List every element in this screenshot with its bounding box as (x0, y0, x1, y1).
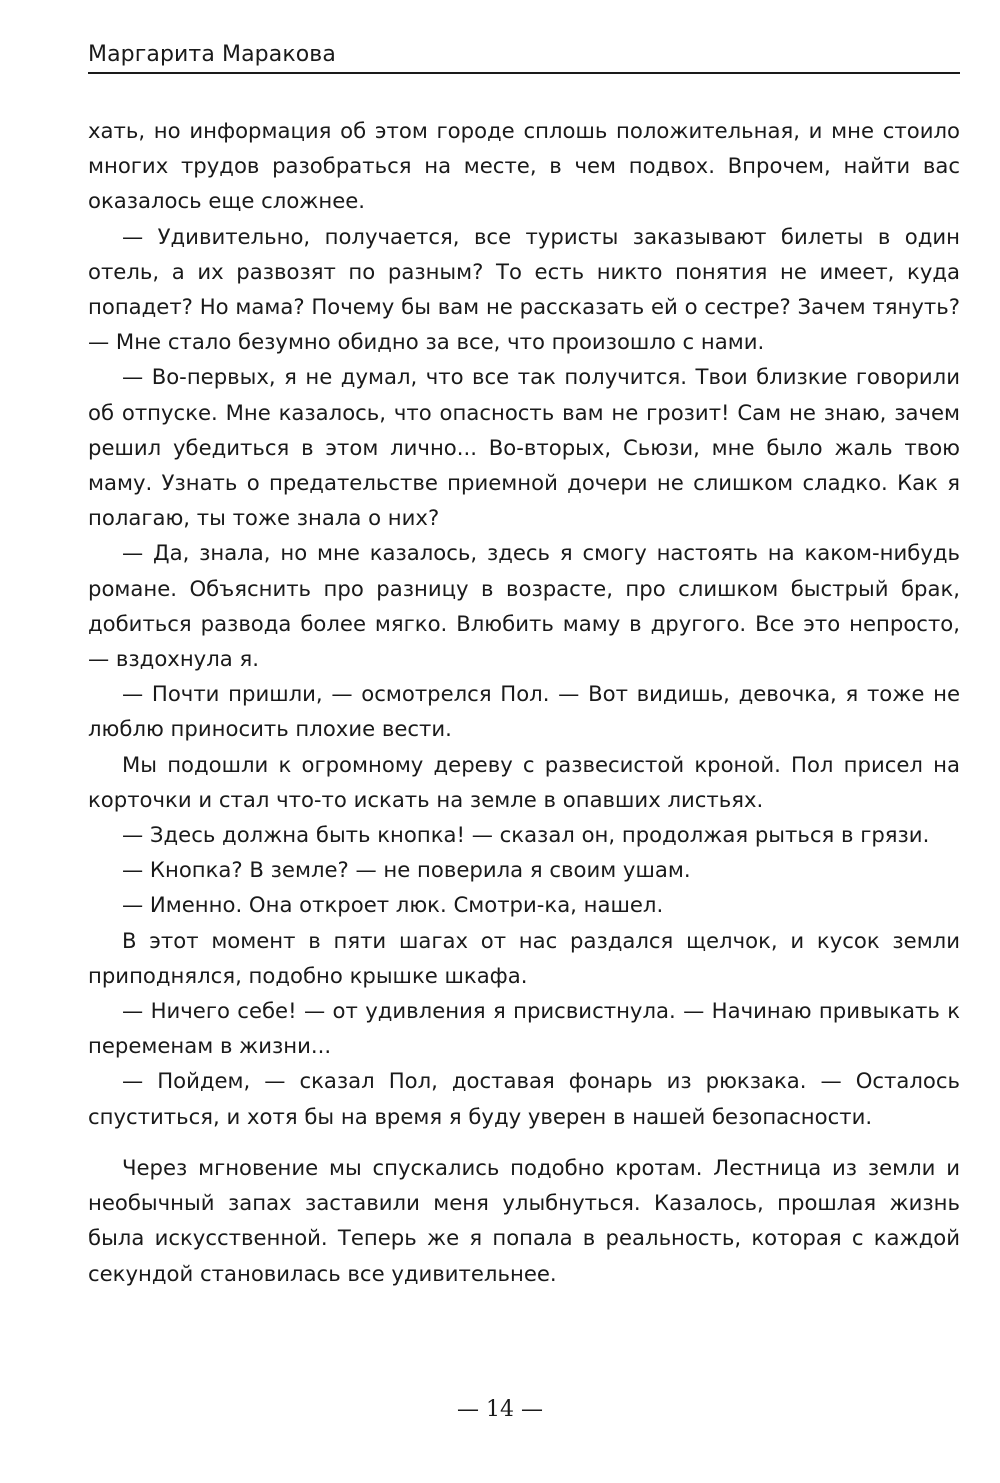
paragraph-dialogue: — Пойдем, — сказал Пол, доставая фонарь из рюкзака. — Осталось спуститься, и хотя бы на время я буду уверен в нашей безопасности. (88, 1068, 960, 1129)
paragraph-dialogue: — Ничего себе! — от удивления я присвистнула. — Начинаю привыкать к переменам в жизни... (88, 998, 960, 1059)
paragraph-narration: В этот момент в пяти шагах от нас раздался щелчок, и кусок земли приподнялся, подобно крышке шкафа. (88, 927, 960, 988)
running-head (88, 42, 960, 74)
paragraph-dialogue: — Здесь должна быть кнопка! — сказал он, продолжая рыться в грязи. (122, 822, 930, 848)
paragraph-dialogue: — Удивительно, получается, все туристы заказывают билеты в один отель, а их развозят по разным? То есть никто понятия не имеет, куда попадет? Но мама? Почему бы вам не рассказать ей о сестре? Зачем тянуть? — Мне стало безумно обидно за все, что произошло с нами. (88, 223, 960, 355)
paragraph-dialogue: — Кнопка? В земле? — не поверила я своим ушам. (122, 857, 691, 883)
paragraph-dialogue: — Да, знала, но мне казалось, здесь я смогу настоять на каком-нибудь романе. Объяснить про разницу в возрасте, про слишком быстрый брак, добиться развода более мягко. Влюбить маму в другого. Все это непросто, — вздохнула я. (88, 540, 960, 672)
paragraph-dialogue: — Именно. Она откроет люк. Смотри-ка, нашел. (122, 892, 664, 918)
paragraph-dialogue: — Почти пришли, — осмотрелся Пол. — Вот видишь, девочка, я тоже не люблю приносить плохие вести. (88, 681, 960, 742)
paragraph-narration: Через мгновение мы спускались подобно кротам. Лестница из земли и необычный запах заставили меня улыбнуться. Казалось, прошлая жизнь была искусственной. Теперь же я попала в реальность, которая с каждой секундой становилась все удивительнее. (88, 1154, 960, 1286)
paragraph-narration: Мы подошли к огромному дереву с развесистой кроной. Пол присел на корточки и стал что-то искать на земле в опавших листьях. (88, 751, 960, 812)
paragraph-dialogue: — Во-первых, я не думал, что все так получится. Твои близкие говорили об отпуске. Мне казалось, что опасность вам не грозит! Сам не знаю, зачем решил убедиться в этом лично... Во-вторых, Сьюзи, мне было жаль твою маму. Узнать о предательстве приемной дочери не слишком сладко. Как я полагаю, ты тоже знала о них? (88, 364, 960, 531)
author-name: Маргарита Маракова (88, 42, 336, 67)
page-number: — 14 — (457, 1397, 543, 1422)
paragraph-continuation: хать, но информация об этом городе сплошь положительная, и мне стоило многих трудов разобраться на месте, в чем подвох. Впрочем, найти вас оказалось еще сложнее. (88, 118, 960, 214)
body-text (88, 113, 960, 1291)
